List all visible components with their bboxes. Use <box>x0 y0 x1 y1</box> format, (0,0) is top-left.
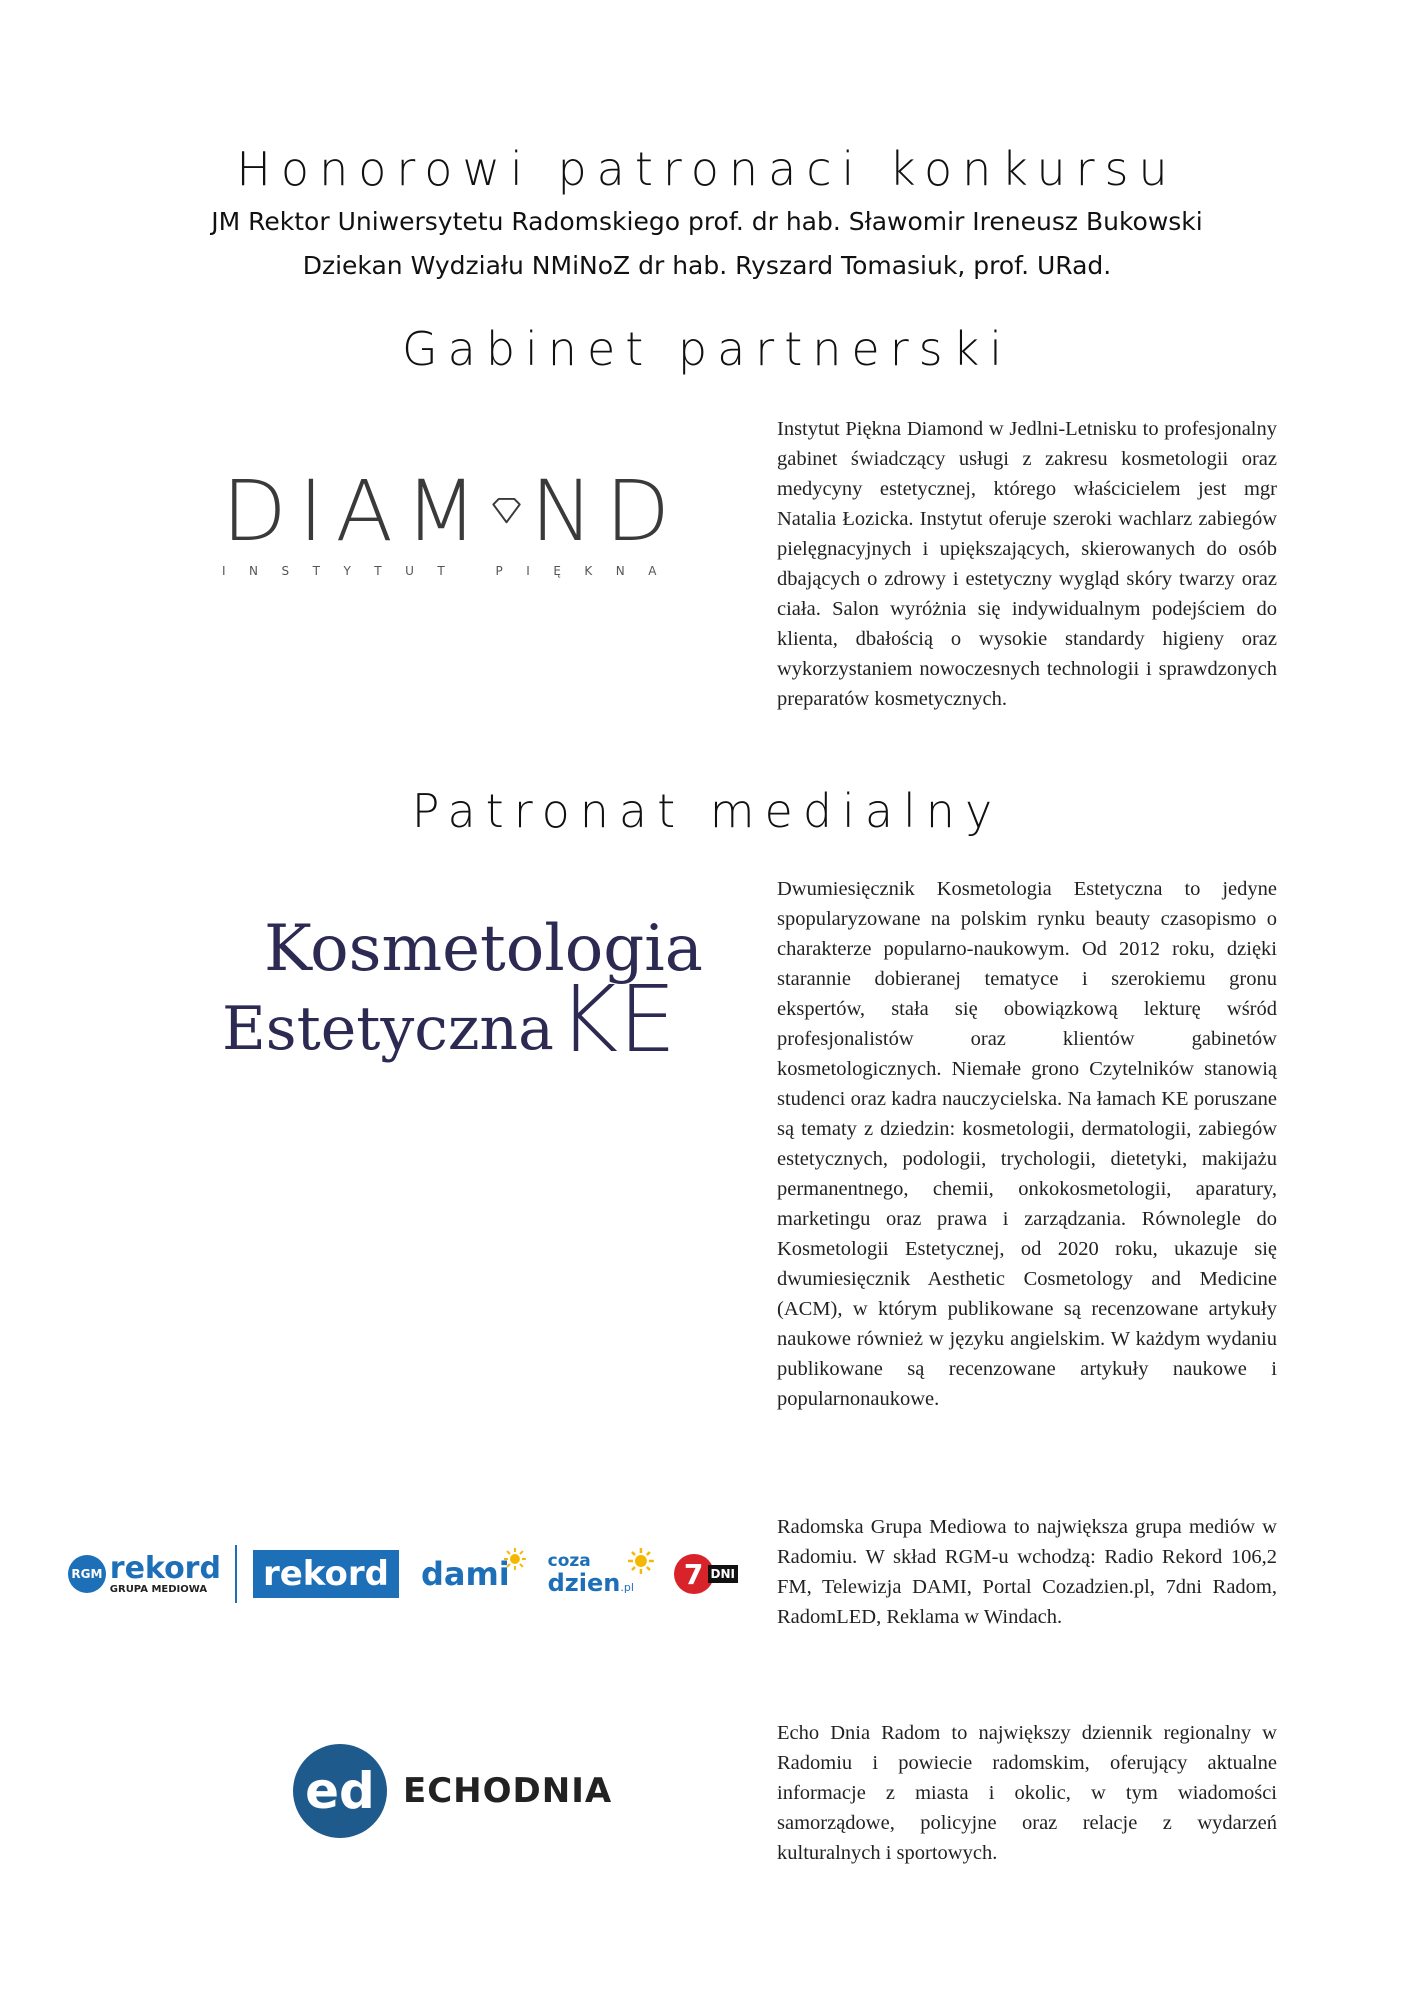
rgm-rekord-word: rekord <box>109 1550 221 1586</box>
honorary-patrons-heading: Honorowi patronaci konkursu <box>236 142 1178 196</box>
rgm-description: Radomska Grupa Mediowa to największa grupa mediów w Radomiu. W skład RGM-u wchodzą: Radio Rekord 106,2 FM, Telewizja DAMI, Portal Cozadzien.pl, 7dni Radom, RadomLED, Reklama w Windach. <box>777 1516 1277 1628</box>
ke-logo <box>222 912 703 1098</box>
rgm-divider <box>235 1545 237 1603</box>
diamond-logo <box>222 462 682 578</box>
coza-pl: .pl <box>620 1580 634 1594</box>
ke-description: Dwumiesięcznik Kosmetologia Estetyczna to jedyne spopularyzowane na polskim rynku beauty czasopismo o charakterze popularno-naukowym. Od 2012 roku, dzięki starannie dobieranej tematyce i szerokiemu gronu ekspertów, stała się obowiązkową lekturę wśród profesjonalistów oraz klientów gabinetów kosmetologicznych. Niemałe grono Czytelników stanowią studenci oraz kadra nauczycielska. Na łamach KE poruszane są tematy z dziedzin: kosmetologii, dermatologii, zabiegów estetycznych, podologii, trychologii, dietetyki, makijażu permanentnego, chemii, onkokosmetologii, aparatury, marketingu oraz prawa i zarządzania. Równolegle do Kosmetologii Estetycznej, od 2020 roku, ukazuje się dwumiesięcznik Aesthetic Cosmetology and Medicine (ACM), w którym publikowane są recenzowane artykuły naukowe również w języku angielskim. W każdym wydaniu publikowane są recenzowane artykuły naukowe i popularnonaukowe. <box>777 878 1277 1410</box>
diamond-logo-text-left: DIAM <box>222 462 490 560</box>
diamond-description: Instytut Piękna Diamond w Jedlni-Letnisku to profesjonalny gabinet świadczący usługi z zakresu kosmetologii oraz medycyny estetycznej, którego właścicielem jest mgr Natalia Łozicka. Instytut oferuje szeroki wachlarz zabiegów pielęgnacyjnych i upiększających, skierowanych do osób dbających o zdrowy i estetyczny wygląd skóry twarzy oraz ciała. Salon wyróżnia się indywidualnym podejściem do klienta, dbałością o wysokie standardy higieny oraz wykorzystaniem nowoczesnych technologii i sprawdzonych preparatów kosmetycznych. <box>777 418 1277 710</box>
media-heading: Patronat medialny <box>411 784 1003 838</box>
ke-logo-mark: KE <box>557 966 677 1073</box>
partner-heading: Gabinet partnerski <box>401 322 1012 376</box>
diamond-logo-text-right: ND <box>530 462 682 560</box>
7dni-seven: 7 <box>674 1554 714 1594</box>
dami-logo: dami <box>420 1555 510 1593</box>
7dni-word: DNI <box>708 1565 738 1583</box>
rgm-badge: RGM <box>68 1555 106 1593</box>
echodnia-badge: ed <box>293 1744 387 1838</box>
rgm-grupa-mediowa: GRUPA MEDIOWA <box>109 1583 208 1595</box>
ke-logo-line1: Kosmetologia <box>264 912 703 986</box>
echodnia-description: Echo Dnia Radom to największy dziennik regionalny w Radomiu i powiecie radomskim, oferujący aktualne informacje z miasta i okolic, w tym wiadomości samorządowe, policyjne oraz relacje z wydarzeń kulturalnych i sportowych. <box>777 1722 1277 1864</box>
diamond-gem-icon <box>491 476 522 546</box>
echodnia-logo <box>293 1743 612 1839</box>
rector-line: JM Rektor Uniwersytetu Radomskiego prof. dr hab. Sławomir Ireneusz Bukowski <box>211 207 1203 236</box>
rgm-logos <box>68 1542 738 1606</box>
cozadzien-sun-icon <box>628 1548 654 1574</box>
coza-word: coza <box>547 1550 591 1571</box>
rekord-box-logo: rekord <box>253 1550 399 1598</box>
dzien-word: dzien <box>547 1568 621 1597</box>
cozadzien-logo <box>548 1550 634 1599</box>
diamond-logo-subtitle: INSTYTUT PIĘKNA <box>222 564 680 578</box>
ke-logo-line2: Estetyczna <box>222 994 554 1064</box>
dean-line: Dziekan Wydziału NMiNoZ dr hab. Ryszard Tomasiuk, prof. URad. <box>302 251 1112 280</box>
echodnia-name: ECHODNIA <box>403 1771 613 1811</box>
